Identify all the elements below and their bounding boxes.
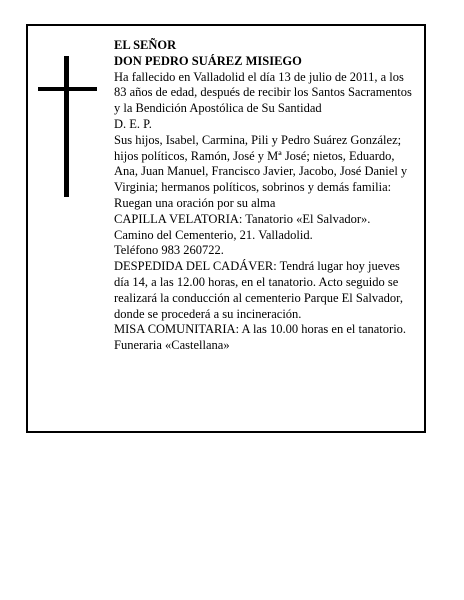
chapel-text: Tanatorio «El Salvador». (245, 211, 371, 226)
rip-text: D. E. P. (114, 116, 152, 131)
notice-title: EL SEÑOR (114, 38, 177, 52)
mass-info (114, 322, 416, 338)
chapel-label: CAPILLA VELATORIA: (114, 211, 243, 226)
prayer-request: Ruegan una oración por su alma (114, 195, 276, 210)
mass-text: A las 10.00 horas en el tanatorio. (241, 322, 407, 337)
cross-vertical-bar (64, 56, 69, 197)
funeral-home: Funeraria «Castellana» (114, 338, 230, 353)
farewell-label: DESPEDIDA DEL CADÁVER: (114, 259, 277, 274)
chapel-phone: Teléfono 983 260722. (114, 243, 224, 258)
family-list: Sus hijos, Isabel, Carmina, Pili y Pedro Suárez González; hijos políticos, Ramón, José y Mª José; nietos, Eduardo, Ana, Juan Manuel, Francisco Javier, Jacobo, José Daniel y Virginia; hermanos políticos, sobrinos y demás familia: (114, 132, 408, 195)
cross-horizontal-bar (38, 87, 97, 91)
chapel-address: Camino del Cementerio, 21. Valladolid. (114, 227, 313, 242)
mass-label: MISA COMUNITARIA: (114, 322, 240, 337)
death-announcement: Ha fallecido en Valladolid el día 13 de julio de 2011, a los 83 años de edad, después de recibir los Santos Sacramentos y la Bendición Apostólica de Su Santidad (114, 69, 412, 116)
chapel-info (114, 212, 416, 228)
obituary-text (114, 38, 416, 354)
farewell-text: Tendrá lugar hoy jueves día 14, a las 12.00 horas, en el tanatorio. Acto seguido se realizará la conducción al cementerio Parque El Salvador, donde se procederá a su incineración. (114, 259, 403, 321)
deceased-name: DON PEDRO SUÁREZ MISIEGO (114, 53, 302, 68)
farewell-info (114, 259, 416, 322)
